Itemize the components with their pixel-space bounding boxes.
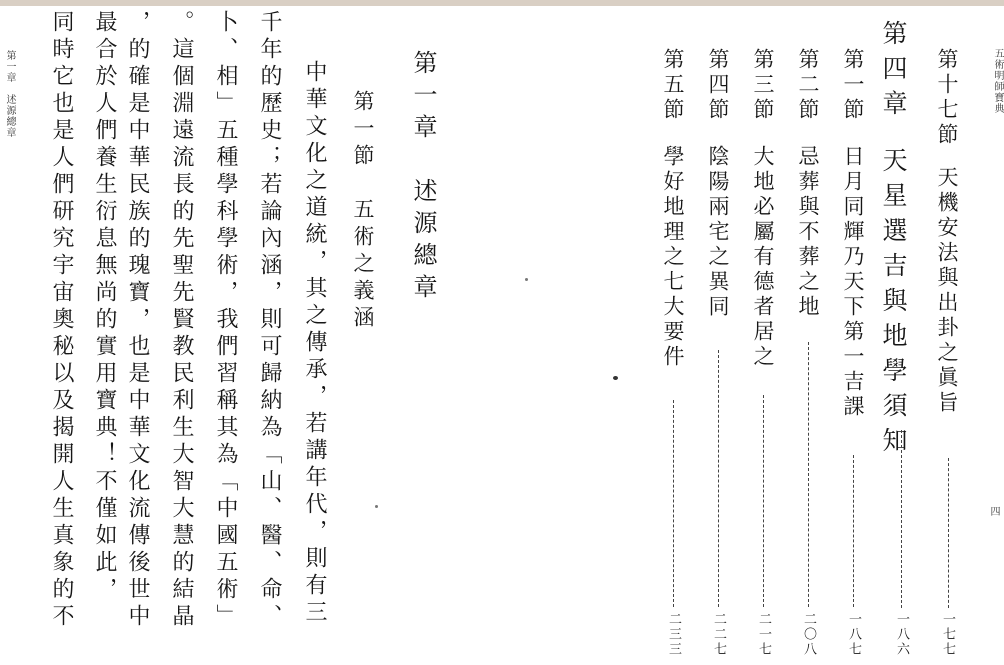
body-column: 最合於人們養生衍息無尚的實用寶典！不僅如此， — [92, 10, 117, 604]
toc-title: 忌葬與不葬之地 — [796, 145, 820, 320]
toc-title: 學好地理之七大要件 — [661, 145, 685, 370]
toc-page: 一八七 — [846, 612, 861, 657]
toc-section: 第十七節 — [935, 48, 959, 148]
toc-section: 第三節 — [751, 48, 775, 123]
toc-title: 大地必屬有德者居之 — [751, 145, 775, 370]
toc-chapter-entry[interactable] — [875, 20, 911, 462]
body-column: 同時它也是人們研究宇宙奧秘以及揭開人生真象的不 — [49, 10, 74, 631]
scan-speck — [613, 376, 618, 380]
scan-speck — [525, 278, 528, 281]
toc-title: 陰陽兩宅之異同 — [706, 145, 730, 320]
body-column: 卜、相」五種學科學術，我們習稱其為「中國五術」 — [213, 10, 238, 631]
toc-leader — [853, 455, 854, 607]
toc-title: 日月同輝乃天下第一吉課 — [841, 145, 865, 420]
toc-leader — [808, 342, 809, 607]
toc-entry[interactable] — [703, 48, 733, 320]
scan-speck — [375, 505, 378, 508]
toc-leader — [718, 350, 719, 607]
toc-section: 第四節 — [706, 48, 730, 123]
toc-entry[interactable] — [793, 48, 823, 320]
page-footer: 第一章 述源總章 — [4, 50, 15, 138]
toc-section: 第五節 — [661, 48, 685, 123]
toc-chapter-section: 第四章 — [879, 20, 908, 125]
toc-leader — [948, 458, 949, 608]
toc-leader — [763, 395, 764, 607]
body-column: 。這個淵遠流長的先聖先賢教民利生大智大慧的結晶 — [169, 10, 194, 631]
toc-entry[interactable] — [748, 48, 778, 370]
chapter-title: 第一章 述源總章 — [409, 50, 437, 306]
body-column: ，的確是中華民族的瑰寶，也是中華文化流傳後世中 — [125, 10, 150, 631]
toc-page: 二〇八 — [801, 612, 816, 657]
toc-entry[interactable] — [838, 48, 868, 420]
toc-page: 二一七 — [756, 612, 771, 657]
page-number: 四 — [988, 506, 999, 517]
toc-section: 第二節 — [796, 48, 820, 123]
toc-page: 二二七 — [711, 612, 726, 657]
toc-leader — [673, 400, 674, 607]
toc-entry[interactable] — [658, 48, 688, 370]
toc-entry[interactable] — [932, 48, 962, 658]
toc-page: 一八六 — [894, 612, 909, 657]
toc-section: 第一節 — [841, 48, 865, 123]
toc-chapter-title: 天星選吉與地學須知 — [879, 147, 908, 462]
section-title: 第一節 五術之義涵 — [351, 90, 375, 333]
toc-leader — [901, 430, 902, 608]
toc-page: 二三三 — [666, 612, 681, 657]
running-header: 五術明師寶典 — [992, 48, 1003, 114]
body-column: 中華文化之道統，其之傳承，若講年代，則有三 — [302, 60, 327, 627]
toc-page: 一七七 — [940, 612, 955, 657]
toc-title: 天機安法與出卦之眞旨 — [935, 166, 959, 416]
body-column: 千年的歷史；若論內涵，則可歸納為「山、醫、命、 — [257, 10, 282, 631]
page-top-border — [0, 0, 1004, 6]
